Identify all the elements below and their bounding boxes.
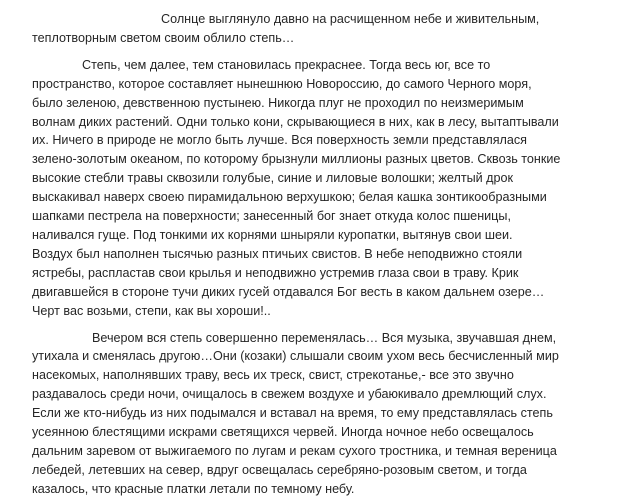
text-line: их. Ничего в природе не могло быть лучше. Вся поверхность земли представлялася	[32, 133, 527, 148]
text-line: пространство, которое составляет нынешнюю Новороссию, до самого Черного моря,	[32, 76, 532, 91]
text-line: ястребы, распластав свои крылья и неподвижно устремив глаза свои в траву. Крик	[32, 265, 519, 280]
text-line: лебедей, летевших на север, вдруг освещалась серебряно-розовым светом, и тогда	[32, 462, 527, 477]
text-line: Солнце выглянуло давно на расчищенном небе и живительным,	[161, 12, 540, 26]
text-line: раздавалось среди ночи, очищалось в свежем воздухе и убаюкивало дремлющий слух.	[32, 387, 547, 402]
text-line: дальним заревом от выжигаемого по лугам и рекам сухого тростника, и темная вереница	[32, 443, 557, 458]
text-line: волнам диких растений. Одни только кони, скрывающиеся в них, как в лесу, вытаптывали	[32, 114, 559, 129]
text-line: Степь, чем далее, тем становилась прекраснее. Тогда весь юг, все то	[82, 57, 491, 72]
text-line: Черт вас возьми, степи, как вы хороши!..	[32, 303, 271, 318]
text-line: было зеленою, девственною пустынею. Никогда плуг не проходил по неизмеримым	[32, 95, 524, 110]
paragraph-1	[32, 10, 622, 48]
text-line: Если же кто-нибудь из них подымался и вставал на время, то ему представлялась степь	[32, 406, 553, 421]
text-line: двигавшейся в стороне тучи диких гусей отдавался Бог весть в каком дальнем озере…	[32, 284, 545, 299]
document-body	[32, 10, 622, 499]
text-line: усеянною блестящими искрами светящихся червей. Иногда ночное небо освещалось	[32, 425, 534, 440]
text-line: насекомых, наполнявших траву, весь их треск, свист, стрекотанье,- все это звучно	[32, 368, 514, 383]
text-line: утихала и сменялась другою…Они (козаки) слышали своим ухом весь бесчисленный мир	[32, 349, 559, 364]
text-line: шапками пестрела на поверхности; занесенный бог знает откуда колос пшеницы,	[32, 209, 511, 224]
text-line: наливался гуще. Под тонкими их корнями шныряли куропатки, вытянув свои шеи.	[32, 227, 513, 242]
paragraph-3	[32, 329, 622, 499]
paragraph-2	[32, 56, 622, 321]
text-line: выскакивал наверх своею пирамидальною верхушкою; белая кашка зонтикообразными	[32, 190, 547, 205]
text-line: зелено-золотым океаном, по которому брызнули миллионы разных цветов. Сквозь тонкие	[32, 152, 561, 167]
text-line: Воздух был наполнен тысячью разных птичьих свистов. В небе неподвижно стояли	[32, 246, 523, 261]
text-line: высокие стебли травы сквозили голубые, синие и лиловые волошки; желтый дрок	[32, 171, 514, 186]
text-line: теплотворным светом своим облило степь…	[32, 30, 295, 45]
text-line: казалось, что красные платки летали по темному небу.	[32, 481, 355, 496]
text-line: Вечером вся степь совершенно переменялась… Вся музыка, звучавшая днем,	[92, 330, 557, 345]
